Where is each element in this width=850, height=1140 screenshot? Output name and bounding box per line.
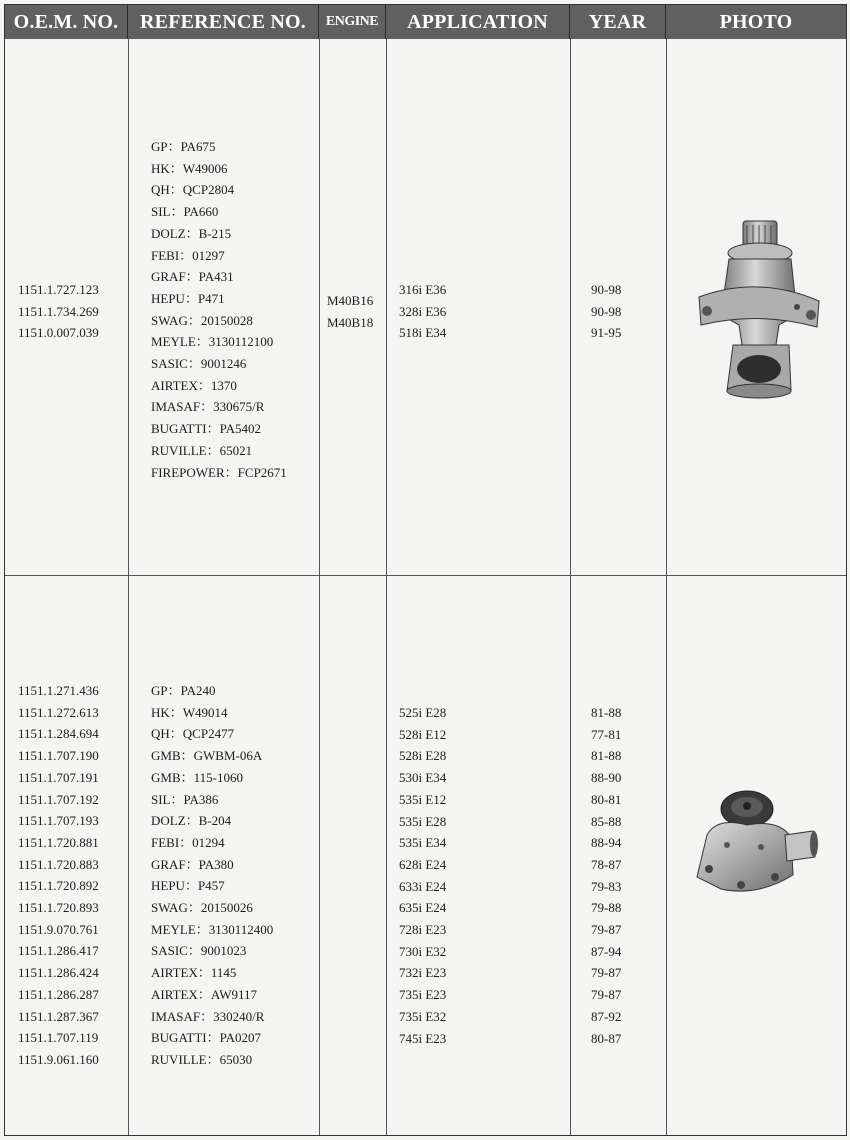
year-range: 77-81: [591, 726, 622, 742]
year-range: 87-94: [591, 943, 622, 959]
oem-number: 1151.1.284.694: [18, 726, 99, 742]
reference-number: HK：W49014: [151, 704, 228, 720]
reference-number: AIRTEX：AW9117: [151, 986, 258, 1002]
reference-number: SWAG：20150028: [151, 312, 253, 328]
application-model: 535i E34: [399, 835, 447, 851]
column-divider: [386, 39, 387, 1135]
oem-number: 1151.1.720.892: [18, 878, 99, 894]
oem-number: 1151.9.061.160: [18, 1051, 99, 1067]
application-model: 535i E28: [399, 813, 447, 829]
application-model: 530i E34: [399, 770, 447, 786]
reference-number: DOLZ：B-204: [151, 813, 232, 829]
application-model: 735i E32: [399, 1008, 447, 1024]
oem-number: 1151.1.286.424: [18, 965, 99, 981]
water-pump-icon: [687, 785, 819, 910]
year-range: 88-90: [591, 770, 622, 786]
reference-number: BUGATTI：PA5402: [151, 421, 262, 437]
engine-code: M40B16: [327, 293, 374, 308]
header-engine: ENGINE: [319, 5, 386, 39]
application-model: 730i E32: [399, 943, 447, 959]
year-range: 78-87: [591, 856, 622, 872]
application-model: 745i E23: [399, 1030, 447, 1046]
reference-number: GRAF：PA380: [151, 856, 234, 872]
year-range: 90-98: [591, 303, 622, 319]
reference-number: MEYLE：3130112400: [151, 921, 274, 937]
reference-number: FEBI：01297: [151, 247, 225, 263]
reference-number: AIRTEX：1145: [151, 965, 237, 981]
reference-number: SASIC：9001246: [151, 356, 247, 372]
year-range: 91-95: [591, 325, 622, 341]
column-divider: [570, 39, 571, 1135]
year-list: [591, 279, 621, 344]
year-range: 81-88: [591, 748, 622, 764]
application-model: 628i E24: [399, 856, 447, 872]
oem-number: 1151.1.287.367: [18, 1008, 99, 1024]
year-range: 79-87: [591, 987, 622, 1003]
application-list: [399, 279, 446, 344]
oem-number: 1151.1.720.881: [18, 834, 99, 850]
column-divider: [319, 39, 320, 1135]
application-model: 728i E23: [399, 922, 447, 938]
year-range: 79-87: [591, 965, 622, 981]
application-model: 732i E23: [399, 965, 447, 981]
header-oem-no: O.E.M. NO.: [5, 5, 128, 39]
reference-number: DOLZ：B-215: [151, 225, 232, 241]
reference-number: GP：PA675: [151, 139, 216, 154]
reference-number: SASIC：9001023: [151, 943, 247, 959]
reference-number: FEBI：01294: [151, 834, 225, 850]
application-model: 328i E36: [399, 303, 447, 319]
reference-list: [151, 680, 273, 1071]
oem-number: 1151.1.720.883: [18, 856, 99, 872]
year-range: 90-98: [591, 282, 622, 297]
application-list: [399, 702, 446, 1049]
oem-number: 1151.1.707.193: [18, 813, 99, 829]
oem-number: 1151.1.734.269: [18, 303, 99, 319]
reference-number: MEYLE：3130112100: [151, 334, 274, 350]
engine-list: [327, 290, 373, 333]
reference-number: AIRTEX：1370: [151, 377, 237, 393]
reference-number: SIL：PA660: [151, 204, 219, 220]
reference-number: HEPU：P457: [151, 878, 225, 894]
column-divider: [128, 39, 129, 1135]
reference-number: BUGATTI：PA0207: [151, 1030, 262, 1046]
reference-number: RUVILLE：65021: [151, 442, 253, 458]
reference-number: GMB：GWBM-06A: [151, 748, 263, 764]
year-range: 80-87: [591, 1030, 622, 1046]
header-year: YEAR: [570, 5, 666, 39]
year-range: 79-83: [591, 878, 622, 894]
application-model: 528i E28: [399, 748, 447, 764]
reference-number: GMB：115-1060: [151, 769, 243, 785]
year-range: 85-88: [591, 813, 622, 829]
oem-number-list: [18, 279, 99, 344]
year-range: 88-94: [591, 835, 622, 851]
oem-number-list: [18, 680, 99, 1071]
reference-number: IMASAF：330240/R: [151, 1008, 265, 1024]
oem-number: 1151.1.707.119: [18, 1030, 99, 1046]
header-reference-no: REFERENCE NO.: [128, 5, 319, 39]
reference-number: IMASAF：330675/R: [151, 399, 265, 415]
year-range: 81-88: [591, 705, 622, 720]
reference-number: RUVILLE：65030: [151, 1051, 253, 1067]
reference-number: GP：PA240: [151, 683, 216, 698]
row-divider: [5, 575, 846, 576]
header-photo: PHOTO: [719, 11, 793, 33]
application-model: 635i E24: [399, 900, 447, 916]
year-list: [591, 702, 621, 1049]
reference-list: [151, 136, 287, 483]
application-model: 528i E12: [399, 726, 447, 742]
oem-number: 1151.1.286.287: [18, 986, 99, 1002]
oem-number: 1151.1.286.417: [18, 943, 99, 959]
oem-number: 1151.9.070.761: [18, 921, 99, 937]
oem-number: 1151.1.707.192: [18, 791, 99, 807]
oem-number: 1151.1.707.191: [18, 769, 99, 785]
oem-number: 1151.1.707.190: [18, 748, 99, 764]
year-range: 87-92: [591, 1008, 622, 1024]
reference-number: SIL：PA386: [151, 791, 219, 807]
application-model: 316i E36: [399, 282, 447, 297]
year-range: 79-87: [591, 922, 622, 938]
oem-number: 1151.1.720.893: [18, 900, 99, 916]
engine-code: M40B18: [327, 314, 374, 330]
oem-number: 1151.1.272.613: [18, 704, 99, 720]
oem-number: 1151.1.727.123: [18, 282, 99, 297]
application-model: 735i E23: [399, 987, 447, 1003]
column-divider: [666, 39, 667, 1135]
oem-number: 1151.1.271.436: [18, 683, 99, 698]
year-range: 80-81: [591, 791, 622, 807]
reference-number: SWAG：20150026: [151, 900, 253, 916]
application-model: 535i E12: [399, 791, 447, 807]
reference-number: HEPU：P471: [151, 290, 225, 306]
application-model: 525i E28: [399, 705, 447, 720]
water-pump-icon: [693, 215, 825, 408]
reference-number: GRAF：PA431: [151, 269, 234, 285]
oem-number: 1151.0.007.039: [18, 325, 99, 341]
year-range: 79-88: [591, 900, 622, 916]
table-header: [5, 5, 846, 39]
reference-number: HK：W49006: [151, 160, 228, 176]
reference-number: QH：QCP2477: [151, 726, 235, 742]
reference-number: FIREPOWER：FCP2671: [151, 464, 287, 480]
parts-catalog-table: [4, 4, 847, 1136]
application-model: 633i E24: [399, 878, 447, 894]
application-model: 518i E34: [399, 325, 447, 341]
reference-number: QH：QCP2804: [151, 182, 235, 198]
header-application: APPLICATION: [386, 5, 570, 39]
